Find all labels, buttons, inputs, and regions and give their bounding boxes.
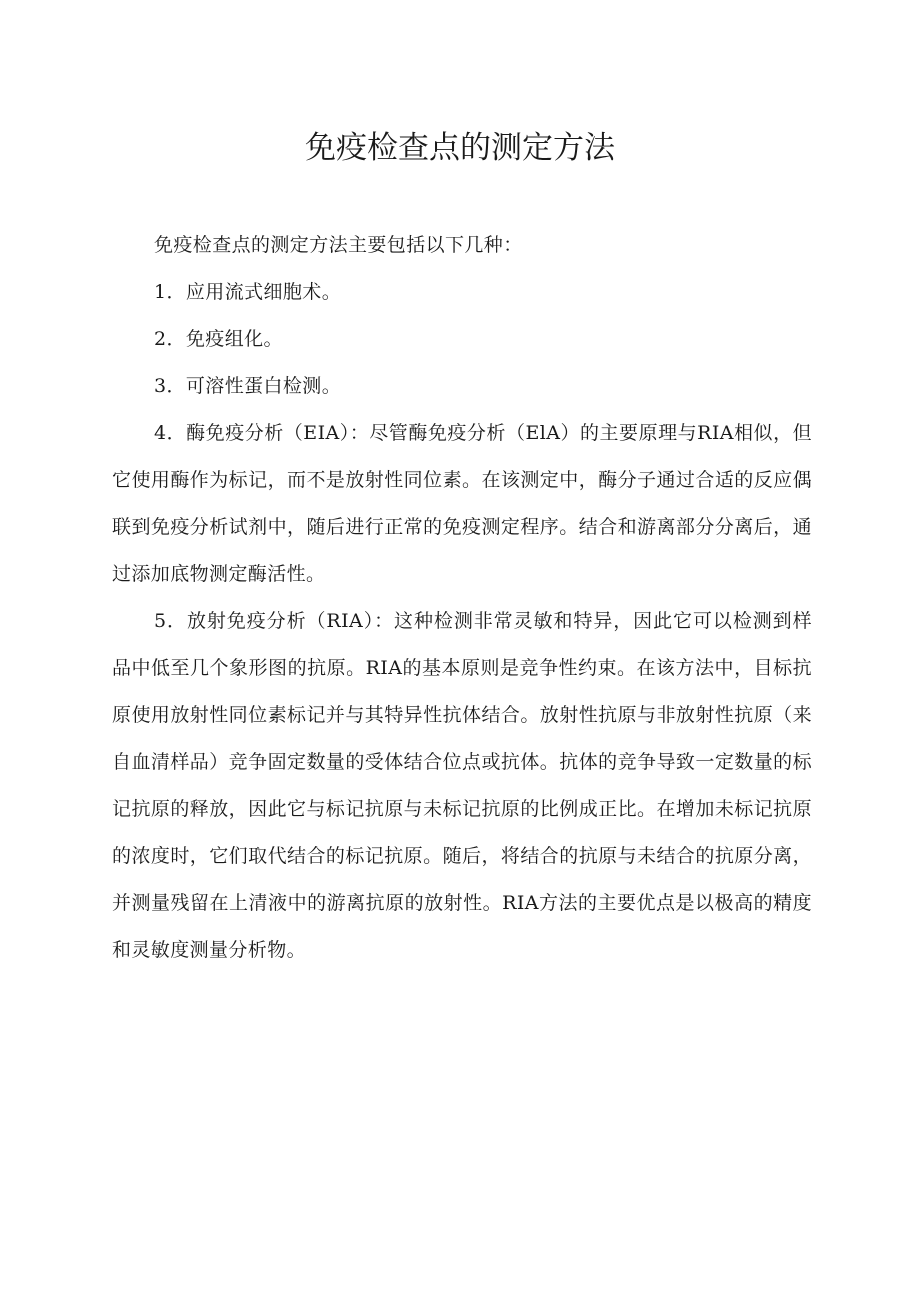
list-item-2: 2．免疫组化。 — [154, 328, 283, 350]
document-body — [112, 222, 812, 974]
list-item-4: 4．酶免疫分析（EIA）：尽管酶免疫分析（ElA）的主要原理与RIA相似，但它使用酶作为标记，而不是放射性同位素。在该测定中，酶分子通过合适的反应偶联到免疫分析试剂中，随后进行正常的免疫测定程序。结合和游离部分分离后，通过添加底物测定酶活性。 — [112, 422, 812, 585]
intro-paragraph: 免疫检查点的测定方法主要包括以下几种： — [154, 234, 523, 256]
list-item-3: 3．可溶性蛋白检测。 — [154, 375, 342, 397]
list-item-5: 5．放射免疫分析（RIA）：这种检测非常灵敏和特异，因此它可以检测到样品中低至几个象形图的抗原。RIA的基本原则是竞争性约束。在该方法中，目标抗原使用放射性同位素标记并与其特异性抗体结合。放射性抗原与非放射性抗原（来自血清样品）竞争固定数量的受体结合位点或抗体。抗体的竞争导致一定数量的标记抗原的释放，因此它与标记抗原与未标记抗原的比例成正比。在增加未标记抗原的浓度时，它们取代结合的标记抗原。随后，将结合的抗原与未结合的抗原分离，并测量残留在上清液中的游离抗原的放射性。RIA方法的主要优点是以极高的精度和灵敏度测量分析物。 — [112, 610, 812, 961]
page-title: 免疫检查点的测定方法 — [305, 130, 615, 166]
list-item-1: 1．应用流式细胞术。 — [154, 281, 342, 303]
